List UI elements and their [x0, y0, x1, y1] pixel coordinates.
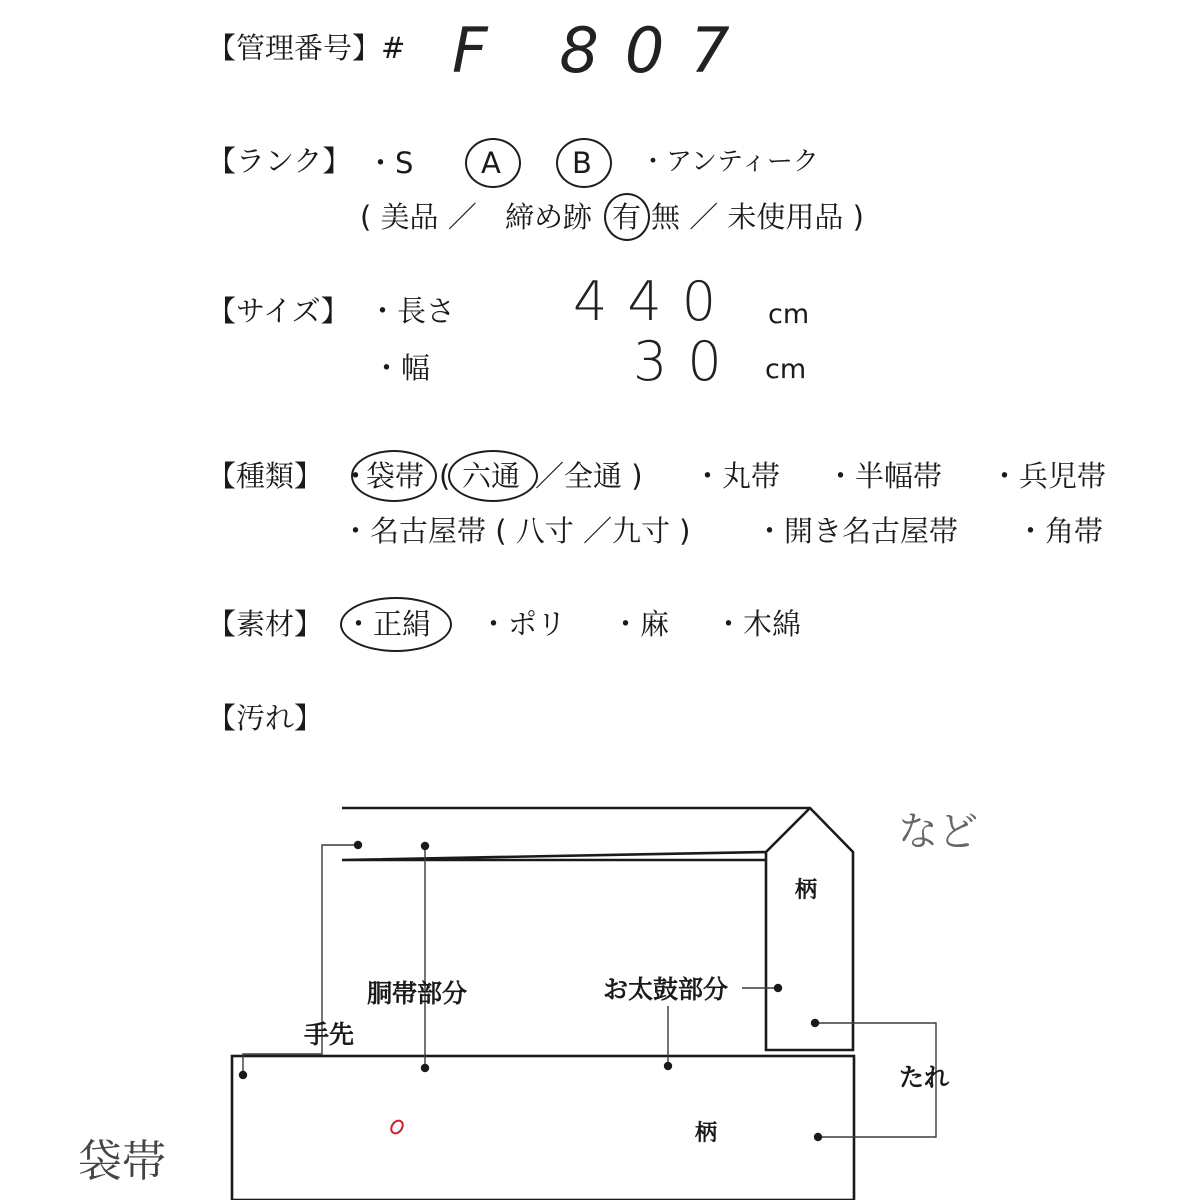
rank-option-a: A: [481, 146, 501, 180]
rank-sub-beauty: ( 美品 ／: [360, 200, 477, 234]
rank-option-b: B: [572, 146, 592, 180]
rank-sub-absent-unused: 無 ／ 未使用品 ): [651, 200, 864, 234]
type-fukuro-obi: 袋帯: [366, 459, 425, 493]
stains-label: 【汚れ】: [207, 701, 324, 735]
stain-dot: [354, 841, 362, 849]
rank-label: 【ランク】: [207, 144, 352, 178]
diagram-tare-label: たれ: [899, 1063, 950, 1092]
type-hiraki-nagoya-obi: ・開き名古屋帯: [755, 514, 959, 548]
obi-upper-band-outline: [342, 808, 853, 1050]
size-length-label: ・長さ: [368, 294, 456, 328]
rank-sub-tie-marks: 締め跡: [505, 200, 593, 234]
material-cotton: ・木綿: [714, 607, 802, 641]
material-poly: ・ポリ: [479, 607, 567, 641]
type-nagoya-obi: ・名古屋帯 ( 八寸 ／九寸 ): [341, 514, 691, 548]
rank-option-antique: ・アンティーク: [640, 147, 819, 177]
type-zentsu: ／全通 ): [535, 459, 643, 493]
size-width-value: 30: [633, 330, 742, 393]
material-silk: ・正絹: [344, 607, 432, 641]
size-length-unit: cm: [768, 299, 810, 330]
stain-dot: [774, 984, 782, 992]
obi-lower-body-outline: [232, 1056, 854, 1200]
stain-dot: [421, 842, 429, 850]
stain-dot: [239, 1071, 247, 1079]
stain-dot: [421, 1064, 429, 1072]
management-number-value: F 807: [452, 14, 756, 87]
type-open-paren: (: [439, 459, 451, 493]
type-kaku-obi: ・角帯: [1016, 514, 1104, 548]
material-label: 【素材】: [207, 607, 324, 641]
type-hanhaba-obi: ・半幅帯: [826, 459, 943, 493]
type-bullet: ・: [341, 459, 371, 493]
type-heko-obi: ・兵児帯: [990, 459, 1107, 493]
size-length-value: 440: [573, 270, 737, 333]
diagram-pattern-upper: 柄: [795, 878, 818, 903]
diagram-dou-label: 胴帯部分: [367, 979, 468, 1008]
diagram-tesaki-label: 手先: [304, 1020, 355, 1049]
stain-dot: [814, 1133, 822, 1141]
type-rokutsu: 六通: [462, 459, 521, 493]
stain-dot: [811, 1019, 819, 1027]
rank-option-s: ・S: [366, 146, 414, 180]
red-stain-mark: [389, 1118, 405, 1135]
type-maru-obi: ・丸帯: [693, 459, 781, 493]
type-label: 【種類】: [207, 459, 324, 493]
stain-dot: [664, 1062, 672, 1070]
size-width-label: ・幅: [372, 351, 431, 385]
diagram-pattern-lower: 柄: [695, 1121, 718, 1146]
diagram-otaiko-label: お太鼓部分: [603, 975, 729, 1004]
diagram-etc-note: など: [898, 809, 978, 855]
size-label: 【サイズ】: [207, 294, 350, 328]
material-linen: ・麻: [611, 607, 670, 641]
size-width-unit: cm: [765, 354, 807, 385]
rank-sub-present: 有: [612, 200, 642, 234]
diagram-fukuro-obi-caption: 袋帯: [78, 1136, 166, 1187]
management-number-label: 【管理番号】#: [207, 31, 406, 65]
